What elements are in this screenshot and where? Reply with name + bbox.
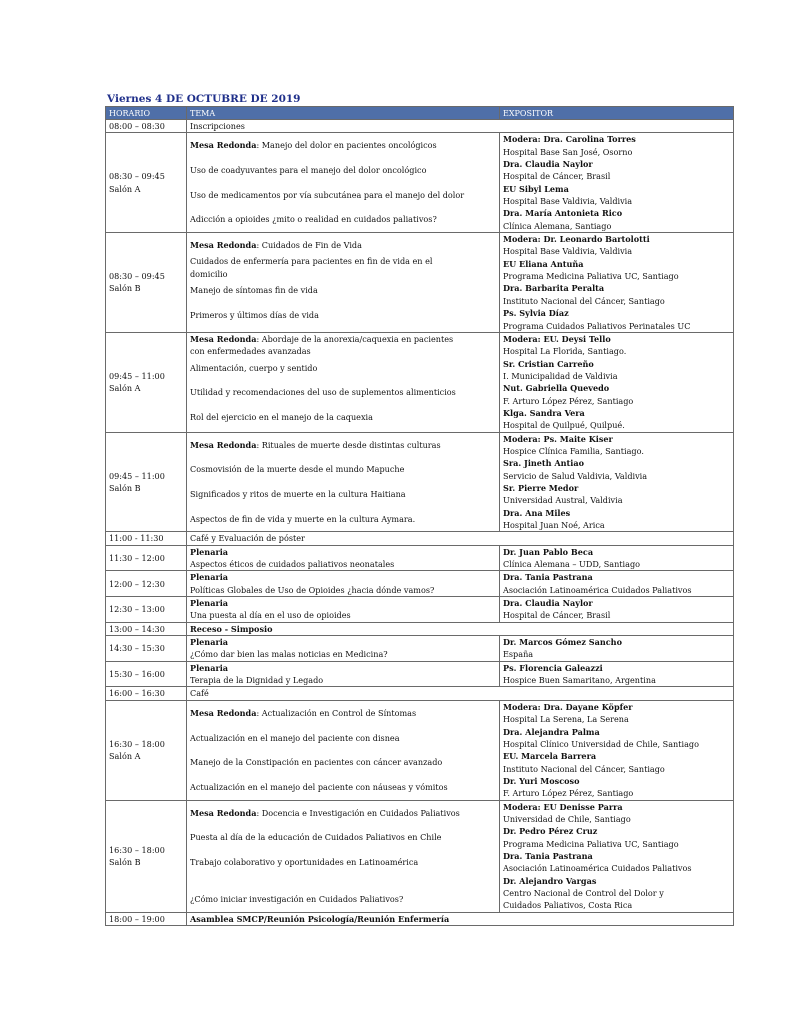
tema-cell	[187, 332, 500, 432]
topic-line	[190, 584, 496, 596]
tema-cell	[187, 661, 500, 687]
topic-line	[190, 913, 730, 925]
speaker-institution: Hospice Clínica Familia, Santiago.	[503, 445, 644, 456]
topic-line	[190, 893, 496, 905]
topic-text: Uso de coadyuvantes para el manejo del dolor oncológico	[190, 165, 427, 176]
topic-text: domicilio	[190, 268, 228, 279]
speaker-name: Dra. Alejandra Palma	[503, 726, 600, 737]
speaker-institution: Programa Medicina Paliativa UC, Santiago	[503, 271, 679, 282]
speaker-name: EU Sibyl Lema	[503, 183, 569, 194]
tema-cell	[187, 597, 500, 623]
topic-line	[190, 732, 496, 744]
schedule-row	[106, 636, 734, 662]
speaker-institution: Instituto Nacional del Cáncer, Santiago	[503, 295, 665, 306]
topic-line	[190, 239, 496, 251]
schedule-row	[106, 332, 734, 432]
tema-cell	[187, 133, 500, 233]
speaker-name: Dr. Yuri Moscoso	[503, 775, 580, 786]
time-range: 12:30 – 13:00	[109, 604, 165, 615]
horario-cell	[106, 700, 187, 800]
schedule-row	[106, 432, 734, 532]
time-range: 16:30 – 18:00	[109, 738, 165, 749]
column-header-tema: TEMA	[187, 107, 500, 120]
schedule-row	[106, 545, 734, 571]
speaker-institution: Hospital La Serena, La Serena	[503, 714, 629, 725]
time-range: 11:00 - 11:30	[109, 533, 164, 544]
topic-line	[190, 662, 496, 674]
topic-text: Manejo de síntomas fin de vida	[190, 285, 318, 296]
time-range: 16:30 – 18:00	[109, 844, 165, 855]
topic-text: Utilidad y recomendaciones del uso de suplementos alimenticios	[190, 387, 456, 398]
topic-line	[190, 411, 496, 423]
time-range: 18:00 – 19:00	[109, 913, 165, 924]
topic-text: Actualización en el manejo del paciente con náuseas y vómitos	[190, 781, 448, 792]
topic-line	[190, 488, 496, 500]
expositor-cell	[500, 133, 734, 233]
topic-text: Primeros y últimos días de vida	[190, 309, 319, 320]
expositor-cell	[500, 597, 734, 623]
topic-text: Aspectos de fin de vida y muerte en la cultura Aymara.	[190, 513, 416, 524]
topic-line	[190, 831, 496, 843]
topic-text: Políticas Globales de Uso de Opioides ¿hacia dónde vamos?	[190, 584, 435, 595]
topic-line	[190, 756, 496, 768]
room-label: Salón A	[109, 383, 141, 394]
topic-line	[190, 597, 496, 609]
topic-text: Terapia de la Dignidad y Legado	[190, 675, 324, 686]
tema-cell	[187, 636, 500, 662]
tema-cell	[187, 120, 734, 133]
tema-cell	[187, 687, 734, 700]
time-range: 12:00 – 12:30	[109, 578, 165, 589]
topic-text: Manejo de la Constipación en pacientes con cáncer avanzado	[190, 757, 443, 768]
speaker-name: Dra. Tania Pastrana	[503, 572, 593, 583]
column-header-horario: HORARIO	[106, 107, 187, 120]
horario-cell	[106, 912, 187, 925]
expositor-cell	[500, 636, 734, 662]
speaker-name: Modera: Dra. Dayane Köpfer	[503, 701, 633, 712]
topic-line	[190, 532, 730, 544]
horario-cell	[106, 532, 187, 545]
time-range: 13:00 – 14:30	[109, 623, 165, 634]
topic-line	[190, 213, 496, 225]
expositor-cell	[500, 571, 734, 597]
speaker-institution: Hospital Base San José, Osorno	[503, 146, 633, 157]
room-label: Salón B	[109, 482, 141, 493]
speaker-name: Dra. María Antonieta Rico	[503, 208, 623, 219]
room-label: Salón B	[109, 857, 141, 868]
speaker-institution: Universidad de Chile, Santiago	[503, 813, 631, 824]
time-range: 14:30 – 15:30	[109, 643, 165, 654]
session-type-label: Plenaria	[190, 637, 229, 648]
table-body	[106, 120, 734, 926]
tema-cell	[187, 532, 734, 545]
expositor-cell	[500, 700, 734, 800]
tema-cell	[187, 700, 500, 800]
horario-cell	[106, 687, 187, 700]
speaker-institution: Programa Cuidados Paliativos Perinatales UC	[503, 320, 691, 331]
topic-line	[190, 623, 730, 635]
topic-line	[190, 120, 730, 132]
session-type-label: Plenaria	[190, 546, 229, 557]
tema-cell	[187, 432, 500, 532]
schedule-row	[106, 700, 734, 800]
speaker-name: Dr. Alejandro Vargas	[503, 875, 597, 886]
header-row	[106, 107, 734, 120]
speaker-institution: Hospital Base Valdivia, Valdivia	[503, 246, 633, 257]
session-type-label: Plenaria	[190, 662, 229, 673]
topic-line	[190, 674, 496, 686]
speaker-institution: F. Arturo López Pérez, Santiago	[503, 395, 634, 406]
expositor-cell	[500, 432, 734, 532]
time-range: 15:30 – 16:00	[109, 668, 165, 679]
topic-line	[190, 571, 496, 583]
session-type-label: Mesa Redonda	[190, 333, 257, 344]
topic-text: : Cuidados de Fin de Vida	[256, 240, 362, 251]
topic-text: : Abordaje de la anorexia/caquexia en pacientes	[256, 333, 454, 344]
speaker-name: EU Eliana Antuña	[503, 258, 584, 269]
topic-text: Café y Evaluación de póster	[190, 533, 305, 544]
time-range: 08:00 – 08:30	[109, 121, 165, 131]
room-label: Salón A	[109, 183, 141, 194]
topic-text: Cosmovisión de la muerte desde el mundo Mapuche	[190, 464, 405, 475]
topic-text: : Rituales de muerte desde distintas culturas	[256, 439, 441, 450]
topic-text: ¿Cómo iniciar investigación en Cuidados Paliativos?	[190, 893, 404, 904]
schedule-row	[106, 571, 734, 597]
schedule-row	[106, 532, 734, 545]
horario-cell	[106, 661, 187, 687]
room-label: Salón A	[109, 751, 141, 762]
speaker-name: Dra. Claudia Naylor	[503, 159, 593, 170]
speaker-name: Nut. Gabriella Quevedo	[503, 383, 610, 394]
speaker-institution: España	[503, 649, 534, 660]
session-type-label: Plenaria	[190, 572, 229, 583]
session-type-label: Mesa Redonda	[190, 240, 257, 251]
speaker-institution: Asociación Latinoamérica Cuidados Paliativos	[503, 584, 692, 595]
speaker-institution: Hospital Clínico Universidad de Chile, Santiago	[503, 738, 699, 749]
tema-cell	[187, 800, 500, 912]
expositor-cell	[500, 332, 734, 432]
topic-text: Adicción a opioides ¿mito o realidad en cuidados paliativos?	[190, 214, 437, 225]
speaker-institution: Clínica Alemana, Santiago	[503, 220, 612, 231]
topic-line	[190, 362, 496, 374]
topic-text: Uso de medicamentos por vía subcutánea para el manejo del dolor	[190, 189, 465, 200]
speaker-institution: Centro Nacional de Control del Dolor y	[503, 887, 664, 898]
time-range: 08:30 – 09:45	[109, 171, 165, 182]
horario-cell	[106, 133, 187, 233]
speaker-name: Sra. Jineth Antiao	[503, 458, 584, 469]
topic-text: Rol del ejercicio en el manejo de la caquexia	[190, 411, 373, 422]
speaker-name: Modera: Dra. Carolina Torres	[503, 134, 636, 145]
topic-text: : Actualización en Control de Síntomas	[256, 707, 417, 718]
topic-text: con enfermedades avanzadas	[190, 346, 311, 357]
time-range: 16:00 – 16:30	[109, 688, 165, 699]
horario-cell	[106, 432, 187, 532]
topic-line	[190, 707, 496, 719]
session-type-label: Plenaria	[190, 598, 229, 609]
speaker-institution: Hospital Juan Noé, Arica	[503, 520, 605, 530]
session-type-label: Asamblea SMCP/Reunión Psicología/Reunión Enfermería	[190, 913, 450, 924]
time-range: 09:45 – 11:00	[109, 470, 165, 481]
speaker-institution: Hospital de Quilpué, Quilpué.	[503, 420, 625, 431]
topic-text: Actualización en el manejo del paciente con disnea	[190, 732, 400, 743]
horario-cell	[106, 233, 187, 333]
session-type-label: Mesa Redonda	[190, 707, 257, 718]
horario-cell	[106, 120, 187, 133]
topic-line	[190, 636, 496, 648]
schedule-row	[106, 597, 734, 623]
topic-line	[190, 856, 496, 868]
topic-line	[190, 648, 496, 660]
table-header	[106, 107, 734, 120]
speaker-name: Ps. Sylvia Díaz	[503, 308, 569, 319]
speaker-institution: Universidad Austral, Valdivia	[503, 495, 623, 506]
schedule-row	[106, 133, 734, 233]
topic-line	[190, 333, 496, 345]
speaker-institution: Hospice Buen Samaritano, Argentina	[503, 675, 656, 686]
topic-line	[190, 284, 496, 296]
topic-text: Café	[190, 688, 209, 699]
session-type-label: Mesa Redonda	[190, 140, 257, 151]
session-type-label: Receso - Simposio	[190, 623, 273, 634]
topic-line	[190, 558, 496, 570]
tema-cell	[187, 545, 500, 571]
horario-cell	[106, 622, 187, 635]
schedule-row	[106, 622, 734, 635]
time-range: 09:45 – 11:00	[109, 370, 165, 381]
speaker-institution: Hospital de Cáncer, Brasil	[503, 610, 611, 621]
tema-cell	[187, 233, 500, 333]
speaker-institution: F. Arturo López Pérez, Santiago	[503, 788, 634, 799]
speaker-name: Klga. Sandra Vera	[503, 407, 585, 418]
topic-line	[190, 513, 496, 525]
horario-cell	[106, 800, 187, 912]
speaker-name: Modera: EU. Deysi Tello	[503, 333, 611, 344]
speaker-institution: Clínica Alemana – UDD, Santiago	[503, 559, 641, 570]
schedule-row	[106, 661, 734, 687]
schedule-row	[106, 120, 734, 133]
horario-cell	[106, 332, 187, 432]
topic-line	[190, 164, 496, 176]
tema-cell	[187, 571, 500, 597]
topic-line	[190, 255, 496, 267]
schedule-row	[106, 800, 734, 912]
session-type-label: Mesa Redonda	[190, 439, 257, 450]
session-type-label: Mesa Redonda	[190, 807, 257, 818]
topic-line	[190, 309, 496, 321]
topic-text: Aspectos éticos de cuidados paliativos neonatales	[190, 559, 395, 570]
topic-text: : Docencia e Investigación en Cuidados Paliativos	[256, 807, 460, 818]
topic-line	[190, 189, 496, 201]
speaker-name: EU. Marcela Barrera	[503, 751, 597, 762]
speaker-name: Dra. Claudia Naylor	[503, 598, 593, 609]
horario-cell	[106, 636, 187, 662]
column-header-expositor: EXPOSITOR	[500, 107, 734, 120]
time-range: 08:30 – 09:45	[109, 271, 165, 282]
topic-text: : Manejo del dolor en pacientes oncológicos	[256, 140, 437, 151]
speaker-name: Dra. Ana Miles	[503, 507, 571, 518]
room-label: Salón B	[109, 283, 141, 294]
topic-line	[190, 463, 496, 475]
topic-text: Alimentación, cuerpo y sentido	[190, 362, 318, 373]
topic-text: Trabajo colaborativo y oportunidades en Latinoamérica	[190, 856, 419, 867]
speaker-name: Dra. Barbarita Peralta	[503, 283, 605, 294]
speaker-name: Sr. Pierre Medor	[503, 482, 579, 493]
schedule-row	[106, 687, 734, 700]
horario-cell	[106, 571, 187, 597]
schedule-table	[105, 106, 734, 926]
tema-cell	[187, 622, 734, 635]
speaker-name: Dra. Tania Pastrana	[503, 850, 593, 861]
topic-text: Puesta al día de la educación de Cuidados Paliativos en Chile	[190, 832, 442, 843]
speaker-institution: Hospital Base Valdivia, Valdivia	[503, 196, 633, 207]
speaker-name: Dr. Juan Pablo Beca	[503, 546, 594, 557]
expositor-cell	[500, 661, 734, 687]
topic-line	[190, 439, 496, 451]
topic-line	[190, 345, 496, 357]
tema-cell	[187, 912, 734, 925]
topic-text: ¿Cómo dar bien las malas noticias en Medicina?	[190, 649, 388, 660]
topic-line	[190, 807, 496, 819]
speaker-name: Dr. Pedro Pérez Cruz	[503, 826, 598, 837]
topic-text: Inscripciones	[190, 121, 245, 131]
speaker-institution: Servicio de Salud Valdivia, Valdivia	[503, 470, 648, 481]
horario-cell	[106, 597, 187, 623]
speaker-institution: Programa Medicina Paliativa UC, Santiago	[503, 838, 679, 849]
topic-line	[190, 609, 496, 621]
topic-line	[190, 781, 496, 793]
speaker-institution: Hospital de Cáncer, Brasil	[503, 171, 611, 182]
day-title: Viernes 4 DE OCTUBRE DE 2019	[107, 93, 301, 105]
schedule-row	[106, 233, 734, 333]
topic-text: Cuidados de enfermería para pacientes en fin de vida en el	[190, 256, 433, 267]
speaker-institution: Asociación Latinoamérica Cuidados Paliativos	[503, 863, 692, 874]
expositor-cell	[500, 233, 734, 333]
speaker-institution: Cuidados Paliativos, Costa Rica	[503, 900, 633, 911]
expositor-cell	[500, 800, 734, 912]
speaker-institution: Instituto Nacional del Cáncer, Santiago	[503, 763, 665, 774]
topic-text: Significados y ritos de muerte en la cultura Haitiana	[190, 488, 406, 499]
speaker-name: Sr. Cristian Carreño	[503, 358, 594, 369]
topic-line	[190, 546, 496, 558]
speaker-name: Modera: EU Denisse Parra	[503, 801, 623, 812]
speaker-institution: Hospital La Florida, Santiago.	[503, 346, 627, 357]
schedule-row	[106, 912, 734, 925]
time-range: 11:30 – 12:00	[109, 552, 165, 563]
topic-line	[190, 139, 496, 151]
speaker-name: Dr. Marcos Gómez Sancho	[503, 637, 622, 648]
speaker-institution: I. Municipalidad de Valdivia	[503, 370, 618, 381]
topic-line	[190, 687, 730, 699]
topic-line	[190, 386, 496, 398]
horario-cell	[106, 545, 187, 571]
speaker-name: Ps. Florencia Galeazzi	[503, 662, 603, 673]
topic-text: Una puesta al día en el uso de opioides	[190, 610, 351, 621]
speaker-name: Modera: Dr. Leonardo Bartolotti	[503, 234, 650, 245]
expositor-cell	[500, 545, 734, 571]
speaker-name: Modera: Ps. Maite Kiser	[503, 433, 613, 444]
topic-line	[190, 268, 496, 280]
